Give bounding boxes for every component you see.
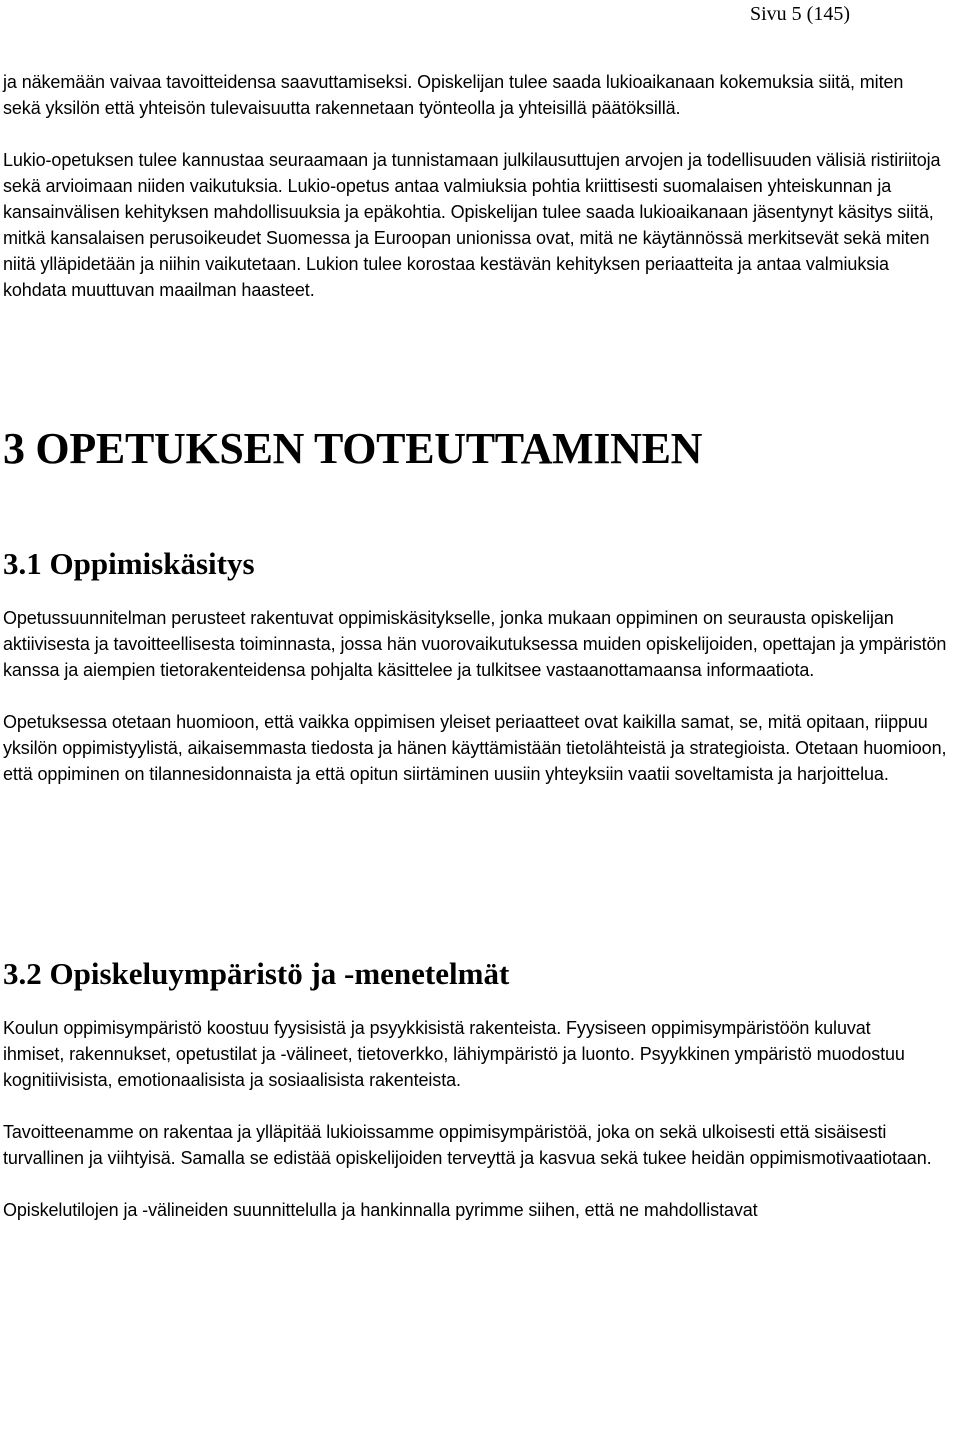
intro-paragraph-2: Lukio-opetuksen tulee kannustaa seuraamaan ja tunnistamaan julkilausuttujen arvojen ja todellisuuden välisiä ristiriitoja sekä arvioimaan niiden vaikutuksia. Lukio-opetus antaa valmiuksia pohtia kriittisesti suomalaisen yhteiskunnan ja kansainvälisen kehityksen mahdollisuuksia ja epäkohtia. Opiskelijan tulee saada lukioaikanaan jäsentynyt käsitys siitä, mitkä kansalaisen perusoikeudet Suomessa ja Euroopan unionissa ovat, mitä ne käytännössä merkitsevät sekä miten niitä ylläpidetään ja niihin vaikutetaan. Lukion tulee korostaa kestävän kehityksen periaatteita ja antaa valmiuksia kohdata muuttuvan maailman haasteet.: [3, 150, 941, 300]
intro-paragraph-1: ja näkemään vaivaa tavoitteidensa saavuttamiseksi. Opiskelijan tulee saada lukioaikanaan kokemuksia siitä, miten sekä yksilön että yhteisön tulevaisuutta rakennetaan työnteolla ja yhteisillä päätöksillä.: [3, 72, 904, 118]
chapter-title: 3 OPETUKSEN TOTEUTTAMINEN: [3, 424, 703, 473]
page-number: Sivu 5 (145): [750, 3, 850, 25]
section-3-1-title: 3.1 Oppimiskäsitys: [3, 546, 255, 581]
document-body: [3, 69, 958, 1223]
section-3-2-paragraph-1: Koulun oppimisympäristö koostuu fyysisistä ja psyykkisistä rakenteista. Fyysiseen oppimisympäristöön kuluvat ihmiset, rakennukset, opetustilat ja -välineet, tietoverkko, lähiympäristö ja luonto. Psyykkinen ympäristö muodostuu kognitiivisista, emotionaalisista ja sosiaalisista rakenteista.: [3, 1018, 905, 1090]
section-3-1-paragraph-1: Opetussuunnitelman perusteet rakentuvat oppimiskäsitykselle, jonka mukaan oppiminen on seurausta opiskelijan aktiivisesta ja tavoitteellisesta toiminnasta, jossa hän vuorovaikutuksessa muiden opiskelijoiden, opettajan ja ympäristön kanssa ja aiempien tietorakenteidensa pohjalta käsittelee ja tulkitsee vastaanottamaansa informaatiota.: [3, 608, 947, 680]
section-3-1-paragraph-2: Opetuksessa otetaan huomioon, että vaikka oppimisen yleiset periaatteet ovat kaikilla samat, se, mitä opitaan, riippuu yksilön oppimistyylistä, aikaisemmasta tiedosta ja hänen käyttämistään tietolähteistä ja strategioista. Otetaan huomioon, että oppiminen on tilannesidonnaista ja että opitun siirtäminen uusiin yhteyksiin vaatii soveltamista ja harjoittelua.: [3, 712, 947, 784]
section-3-2-paragraph-2: Tavoitteenamme on rakentaa ja ylläpitää lukioissamme oppimisympäristöä, joka on sekä ulkoisesti että sisäisesti turvallinen ja viihtyisä. Samalla se edistää opiskelijoiden terveyttä ja kasvua sekä tukee heidän oppimismotivaatiotaan.: [3, 1122, 932, 1168]
section-3-2-title: 3.2 Opiskeluympäristö ja -menetelmät: [3, 956, 510, 991]
section-3-2-paragraph-3: Opiskelutilojen ja -välineiden suunnittelulla ja hankinnalla pyrimme siihen, että ne mahdollistavat: [3, 1200, 758, 1220]
